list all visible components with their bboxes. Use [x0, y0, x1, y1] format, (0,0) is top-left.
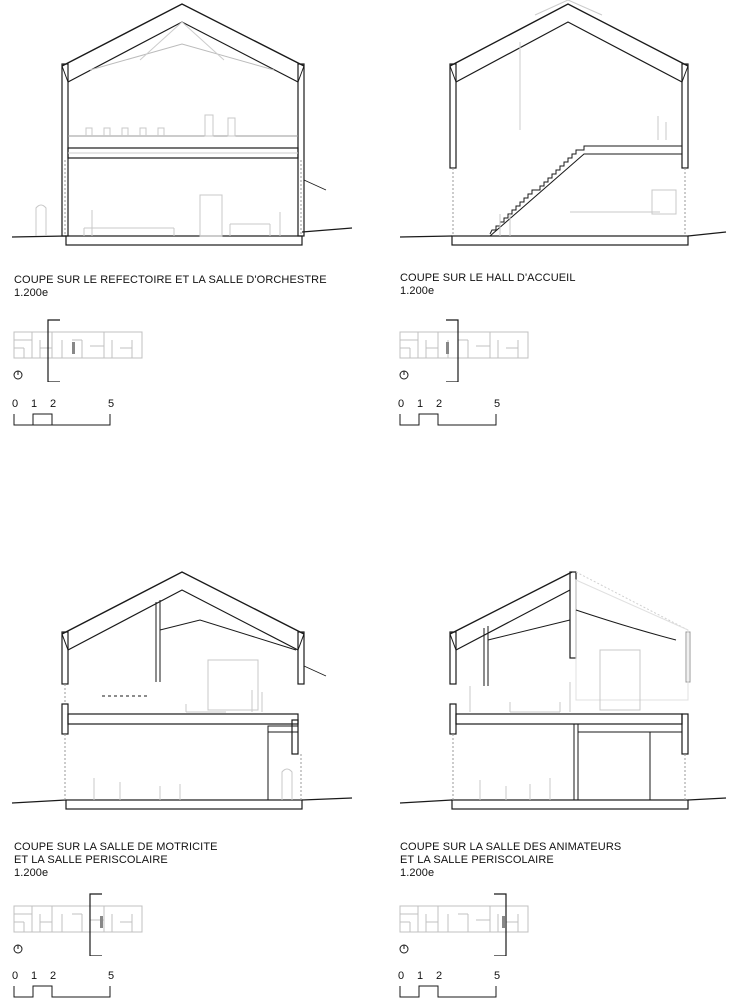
scale-tick-label: 5	[494, 398, 501, 410]
section-caption	[400, 841, 621, 880]
section-panel-4	[370, 500, 740, 1000]
building-section-drawing	[0, 0, 370, 250]
section-panel-1	[0, 0, 370, 500]
key-plan	[398, 318, 533, 382]
scale-tick-label: 1	[31, 970, 38, 982]
scale-tick-label: 0	[12, 398, 19, 410]
scale-tick-label: 1	[31, 398, 38, 410]
building-section-drawing	[0, 500, 370, 820]
scale-bar-labels	[398, 970, 508, 982]
scale-tick-label: 5	[108, 970, 115, 982]
building-section-drawing	[370, 0, 740, 250]
scale-tick-label: 0	[398, 970, 405, 982]
scale-tick-label: 1	[417, 398, 424, 410]
key-plan	[398, 892, 533, 956]
section-title-line1: COUPE SUR LE REFECTOIRE ET LA SALLE D'ORCHESTRE	[14, 274, 327, 286]
scale-bar-labels	[398, 398, 508, 410]
scale-tick-label: 2	[50, 970, 57, 982]
scale-tick-label: 5	[108, 398, 115, 410]
scale-bar	[12, 398, 122, 430]
section-scale: 1.200e	[400, 285, 435, 297]
scale-tick-label: 2	[50, 398, 57, 410]
scale-tick-label: 0	[12, 970, 19, 982]
scale-bar	[398, 398, 508, 430]
scale-bar-labels	[12, 970, 122, 982]
scale-bar-labels	[12, 398, 122, 410]
section-caption	[14, 274, 327, 300]
scale-bar	[398, 970, 508, 1000]
section-title-line1: COUPE SUR LA SALLE DES ANIMATEURS	[400, 841, 622, 853]
scale-tick-label: 2	[436, 970, 443, 982]
section-title-line1: COUPE SUR LE HALL D'ACCUEIL	[400, 272, 576, 284]
section-caption	[14, 841, 218, 880]
scale-tick-label: 0	[398, 398, 405, 410]
key-plan	[12, 892, 147, 956]
section-caption	[400, 272, 576, 298]
section-scale: 1.200e	[14, 287, 49, 299]
key-plan	[12, 318, 147, 382]
building-section-drawing	[370, 500, 740, 820]
section-panel-3	[0, 500, 370, 1000]
section-scale: 1.200e	[14, 867, 49, 879]
scale-tick-label: 5	[494, 970, 501, 982]
section-scale: 1.200e	[400, 867, 435, 879]
section-title-line2: ET LA SALLE PERISCOLAIRE	[400, 854, 554, 866]
section-title-line1: COUPE SUR LA SALLE DE MOTRICITE	[14, 841, 218, 853]
scale-bar	[12, 970, 122, 1000]
scale-tick-label: 2	[436, 398, 443, 410]
scale-tick-label: 1	[417, 970, 424, 982]
section-panel-2	[370, 0, 740, 500]
section-title-line2: ET LA SALLE PERISCOLAIRE	[14, 854, 168, 866]
